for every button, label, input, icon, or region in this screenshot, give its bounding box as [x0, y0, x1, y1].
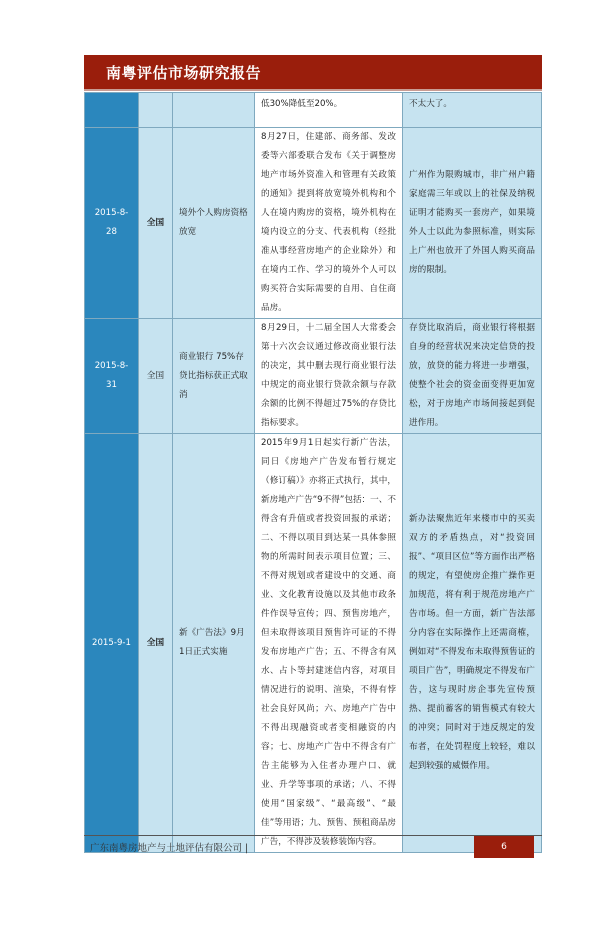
table-row — [85, 128, 542, 319]
date-cell — [85, 93, 139, 128]
table-row — [85, 319, 542, 434]
header-divider — [84, 89, 542, 91]
policy-name-cell: 新《广告法》9月1日正式实施 — [173, 434, 255, 853]
date-cell: 2015-9-1 — [85, 434, 139, 853]
date-cell: 2015-8-31 — [85, 319, 139, 434]
policy-content-cell: 8月27日，住建部、商务部、发改委等六部委联合发布《关于调整房地产市场外资准入和管理有关政策的通知》提到将放宽境外机构和个人在境内购房的资格，境外机构在境内设立的分支、代表机构（经批准从事经营房地产的企业除外）和在境内工作、学习的境外个人可以购买符合实际需要的自用、自住商品房。 — [255, 128, 403, 319]
impact-cell: 新办法聚焦近年来楼市中的买卖双方的矛盾热点，对“投资回报”、“项目区位”等方面作出严格的规定，有望使房企推广操作更加规范，将有利于规范房地产广告市场。但一方面，新广告法部分内容在实际操作上还需商榷，例如对“不得发布未取得预售证的项目广告”，明确规定不得发布广告，这与现时房企事先宣传预热、提前蓄客的销售模式有较大的冲突；同时对于违反规定的发布者，在处罚程度上较轻，难以起到较强的威慑作用。 — [403, 434, 542, 853]
table-row — [85, 93, 542, 128]
footer-company: 广东南粤房地产与土地评估有限公司 | — [90, 843, 249, 854]
impact-cell: 广州作为限购城市，非广州户籍家庭需三年或以上的社保及纳税证明才能购买一套房产，如果境外人士以此为参照标准，则实际上广州也放开了外国人购买商品房的限制。 — [403, 128, 542, 319]
impact-cell: 存贷比取消后，商业银行将根据自身的经营状况来决定信贷的投放，放贷的能力将进一步增强，使整个社会的资金面变得更加宽松，对于房地产市场间接起到促进作用。 — [403, 319, 542, 434]
policy-name-cell — [173, 93, 255, 128]
date-cell: 2015-8-28 — [85, 128, 139, 319]
report-title: 南粤评估市场研究报告 — [106, 64, 262, 82]
impact-cell: 不太大了。 — [403, 93, 542, 128]
area-cell: 全国 — [139, 319, 173, 434]
area-cell: 全国 — [139, 128, 173, 319]
area-cell — [139, 93, 173, 128]
policy-content-cell: 8月29日，十二届全国人大常委会第十六次会议通过修改商业银行法的决定，其中删去现行商业银行法中规定的商业银行贷款余额与存款余额的比例不得超过75%的存贷比指标要求。 — [255, 319, 403, 434]
table-row — [85, 434, 542, 853]
policy-content-cell: 2015年9月1日起实行新广告法，同日《房地产广告发布暂行规定（修订稿）》亦将正式执行，其中，新房地产广告“9不得”包括：一、不得含有升值或者投资回报的承诺；二、不得以项目到达某一具体参照物的所需时间表示项目位置；三、不得对规划或者建设中的交通、商业、文化教育设施以及其他市政条件作误导宣传；四、预售房地产，但未取得该项目预售许可证的不得发布房地产广告；五、不得含有风水、占卜等封建迷信内容，对项目情况进行的说明、渲染，不得有悖社会良好风尚；六、房地产广告中不得出现融资或者变相融资的内容；七、房地产广告中不得含有广告主能够为入住者办理户口、就业、升学等事项的承诺；八、不得使用“国家级”、“最高级”、“最佳”等用语；九、预售、预租商品房广告，不得涉及装修装饰内容。 — [255, 434, 403, 853]
report-header — [84, 55, 542, 89]
policy-table — [84, 92, 542, 853]
policy-content-cell: 低30%降低至20%。 — [255, 93, 403, 128]
policy-name-cell: 商业银行 75%存贷比指标获正式取消 — [173, 319, 255, 434]
area-cell: 全国 — [139, 434, 173, 853]
page-number: 6 — [474, 836, 534, 858]
policy-name-cell: 境外个人购房资格放宽 — [173, 128, 255, 319]
